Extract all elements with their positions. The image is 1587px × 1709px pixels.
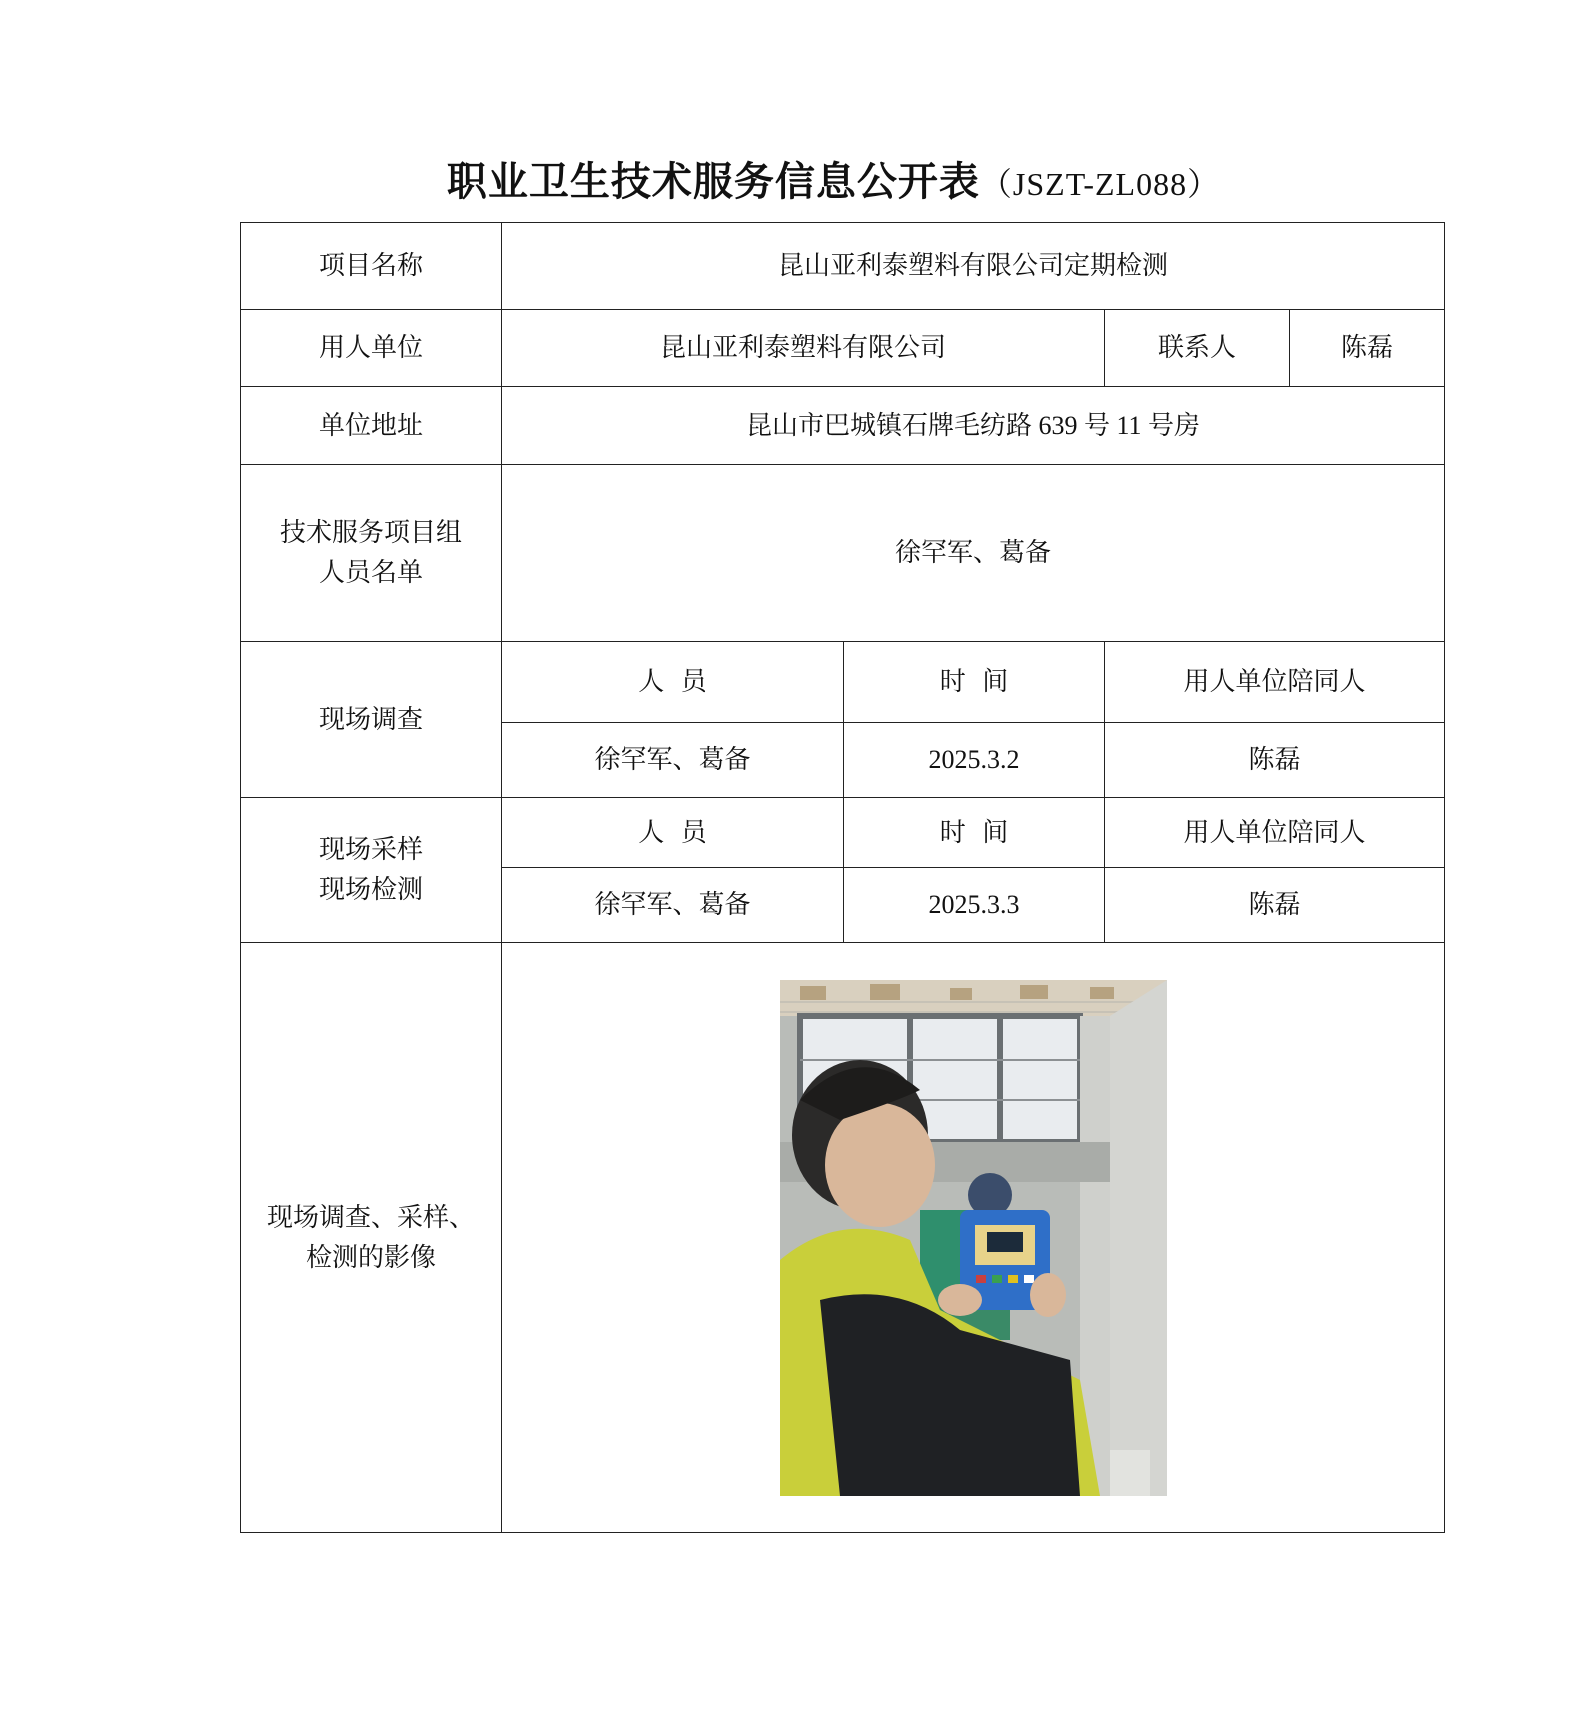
survey-col-personnel: 人 员 <box>502 642 844 723</box>
survey-time: 2025.3.2 <box>844 723 1105 798</box>
team-value: 徐罕军、葛备 <box>502 465 1445 642</box>
employer-label: 用人单位 <box>241 310 502 387</box>
survey-personnel: 徐罕军、葛备 <box>502 723 844 798</box>
survey-col-time: 时 间 <box>844 642 1105 723</box>
address-label: 单位地址 <box>241 387 502 465</box>
row-survey-header <box>241 642 1445 723</box>
employer-value: 昆山亚利泰塑料有限公司 <box>502 310 1105 387</box>
images-label <box>241 943 502 1533</box>
document-title <box>0 150 1587 207</box>
form-code: （JSZT-ZL088） <box>979 166 1221 202</box>
sampling-label-line1: 现场采样 <box>318 835 423 865</box>
survey-col-accompany: 用人单位陪同人 <box>1105 642 1445 723</box>
row-project-name <box>241 223 1445 310</box>
site-photo-illustration <box>780 980 1167 1496</box>
team-label-line1: 技术服务项目组 <box>279 518 462 548</box>
info-table <box>240 222 1445 1533</box>
contact-value: 陈磊 <box>1290 310 1445 387</box>
team-label <box>241 465 502 642</box>
contact-label: 联系人 <box>1105 310 1290 387</box>
survey-accompany: 陈磊 <box>1105 723 1445 798</box>
row-images <box>241 943 1445 1533</box>
address-value: 昆山市巴城镇石牌毛纺路 639 号 11 号房 <box>502 387 1445 465</box>
team-label-line2: 人员名单 <box>318 558 423 588</box>
row-address <box>241 387 1445 465</box>
images-cell <box>502 943 1445 1533</box>
sampling-personnel: 徐罕军、葛备 <box>502 868 844 943</box>
sampling-time: 2025.3.3 <box>844 868 1105 943</box>
sampling-col-personnel: 人 员 <box>502 798 844 868</box>
row-team <box>241 465 1445 642</box>
project-name-label: 项目名称 <box>241 223 502 310</box>
row-sampling-header <box>241 798 1445 868</box>
site-photo <box>780 980 1167 1496</box>
sampling-label <box>241 798 502 943</box>
title-text: 职业卫生技术服务信息公开表 <box>446 158 980 205</box>
row-employer <box>241 310 1445 387</box>
sampling-col-accompany: 用人单位陪同人 <box>1105 798 1445 868</box>
sampling-col-time: 时 间 <box>844 798 1105 868</box>
survey-label: 现场调查 <box>241 642 502 798</box>
project-name-value: 昆山亚利泰塑料有限公司定期检测 <box>502 223 1445 310</box>
images-label-line2: 检测的影像 <box>305 1242 436 1273</box>
sampling-label-line2: 现场检测 <box>318 875 423 905</box>
sampling-accompany: 陈磊 <box>1105 868 1445 943</box>
images-label-line1: 现场调查、采样、 <box>266 1202 475 1233</box>
